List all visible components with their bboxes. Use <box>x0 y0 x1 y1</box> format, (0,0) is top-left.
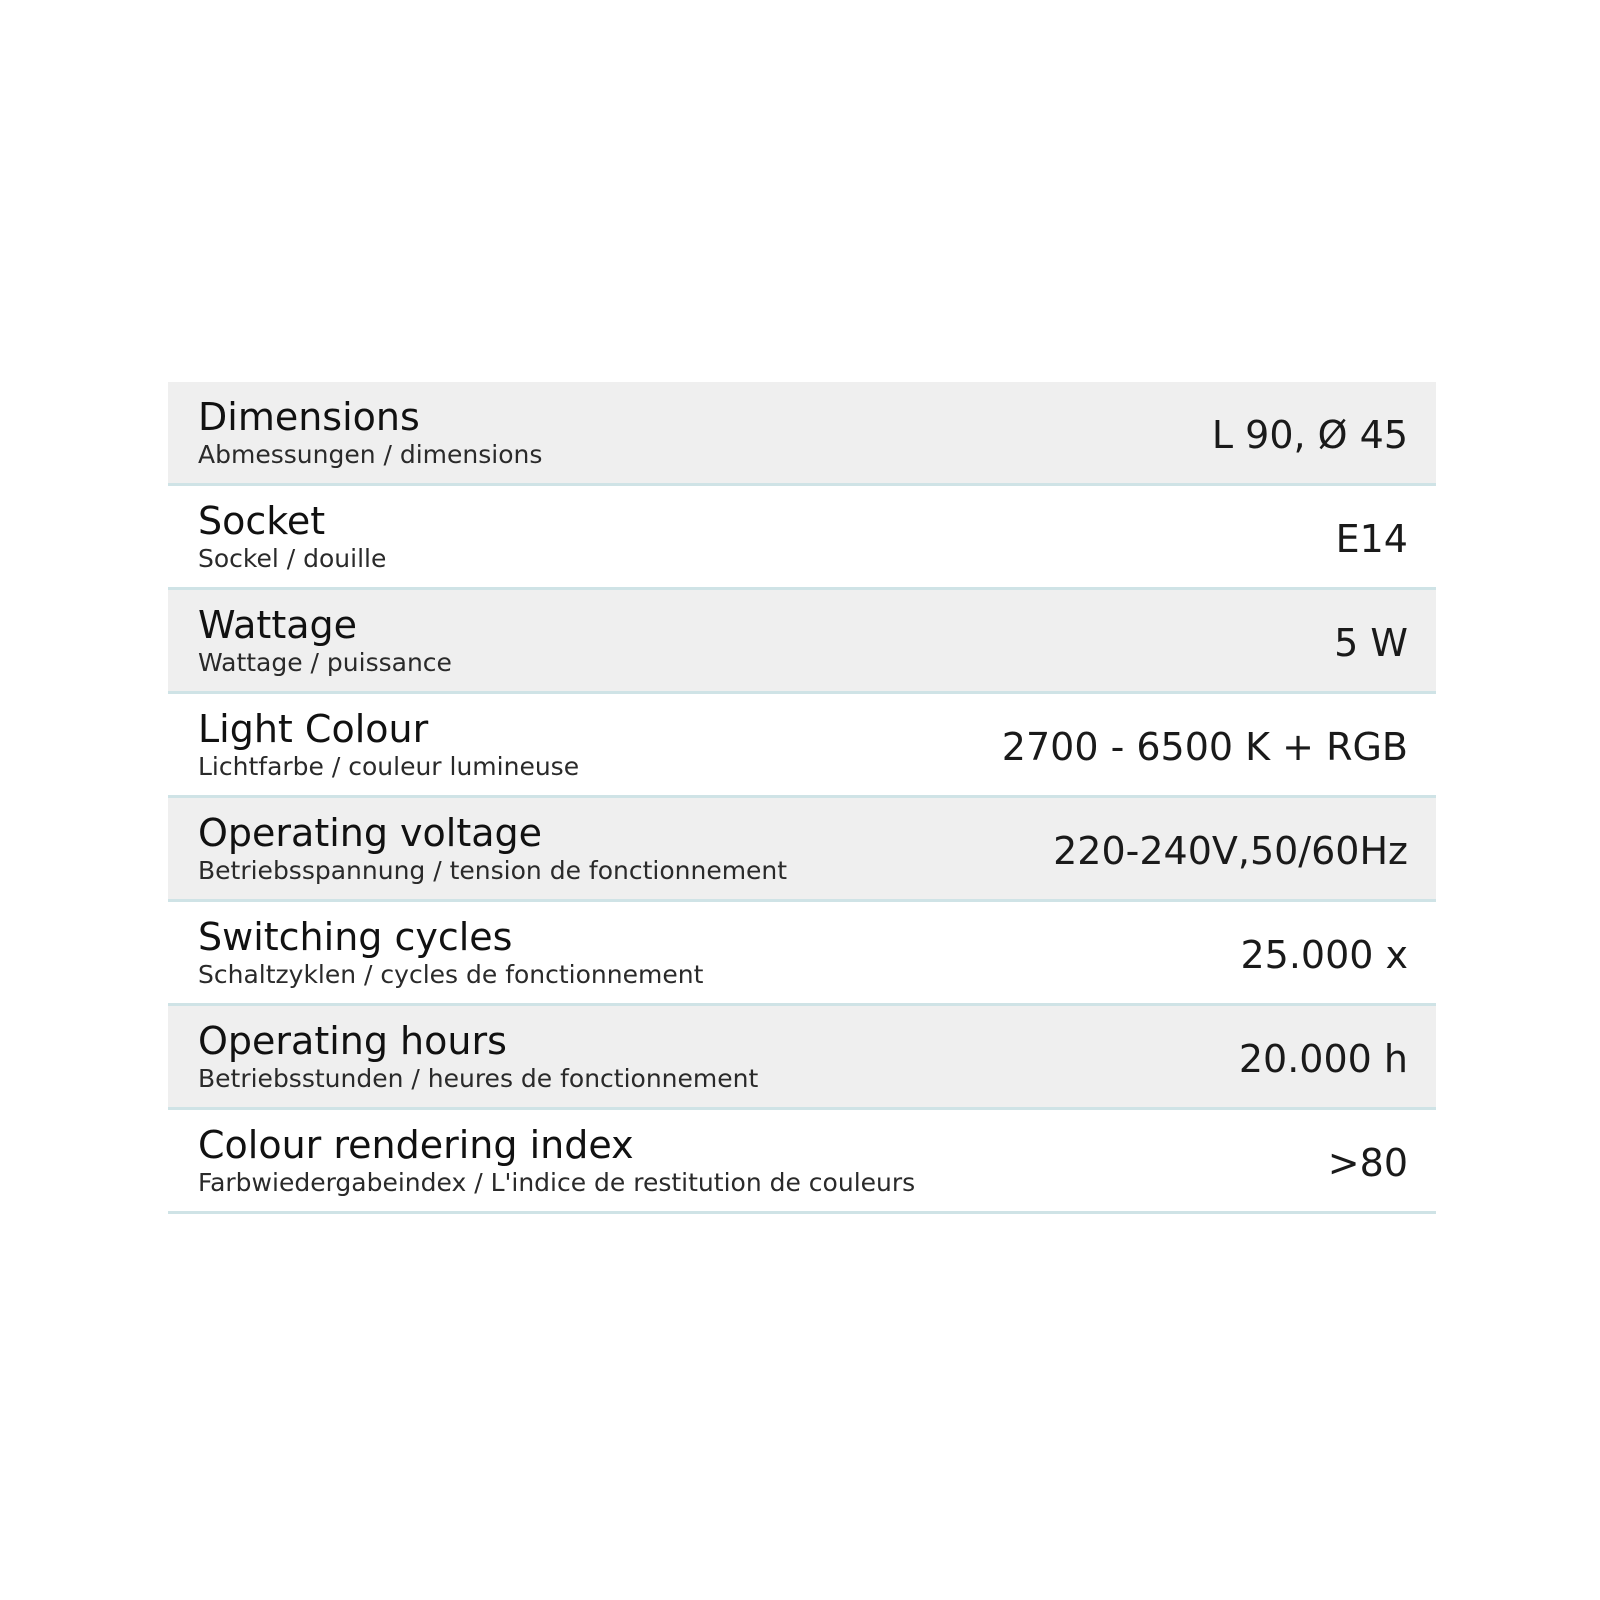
spec-value: E14 <box>1335 516 1408 561</box>
spec-labels <box>198 395 542 471</box>
spec-label: Switching cycles <box>198 914 513 959</box>
spec-labels <box>198 1123 915 1199</box>
spec-value: 20.000 h <box>1238 1036 1408 1081</box>
spec-row-switching-cycles <box>168 902 1436 1006</box>
spec-sublabel: Schaltzyklen / cycles de fonctionnement <box>198 959 704 989</box>
spec-sublabel: Wattage / puissance <box>198 647 452 677</box>
spec-labels <box>198 603 452 679</box>
spec-value: 5 W <box>1334 620 1408 665</box>
spec-label: Dimensions <box>198 394 420 439</box>
spec-value: 220-240V,50/60Hz <box>1053 828 1408 873</box>
spec-labels <box>198 811 787 887</box>
spec-sublabel: Sockel / douille <box>198 543 387 573</box>
spec-label: Light Colour <box>198 706 429 751</box>
spec-value: >80 <box>1327 1140 1408 1185</box>
spec-label: Operating voltage <box>198 810 543 855</box>
spec-row-operating-voltage <box>168 798 1436 902</box>
spec-row-operating-hours <box>168 1006 1436 1110</box>
spec-sublabel: Lichtfarbe / couleur lumineuse <box>198 751 580 781</box>
spec-sublabel: Betriebsstunden / heures de fonctionnement <box>198 1063 759 1093</box>
spec-labels <box>198 915 703 991</box>
spec-label: Colour rendering index <box>198 1122 634 1167</box>
spec-row-dimensions <box>168 382 1436 486</box>
spec-sublabel: Betriebsspannung / tension de fonctionnement <box>198 855 788 885</box>
spec-labels <box>198 499 386 575</box>
spec-row-colour-rendering-index <box>168 1110 1436 1214</box>
spec-value: 25.000 x <box>1240 932 1408 977</box>
spec-row-light-colour <box>168 694 1436 798</box>
spec-table <box>168 382 1436 1214</box>
spec-labels <box>198 1019 758 1095</box>
spec-row-socket <box>168 486 1436 590</box>
spec-value: L 90, Ø 45 <box>1211 412 1408 457</box>
spec-row-wattage <box>168 590 1436 694</box>
spec-sublabel: Abmessungen / dimensions <box>198 439 543 469</box>
spec-value: 2700 - 6500 K + RGB <box>1001 724 1408 769</box>
spec-label: Wattage <box>198 602 358 647</box>
spec-label: Socket <box>198 498 326 543</box>
spec-labels <box>198 707 579 783</box>
spec-label: Operating hours <box>198 1018 507 1063</box>
spec-sublabel: Farbwiedergabeindex / L'indice de restitution de couleurs <box>198 1167 916 1197</box>
